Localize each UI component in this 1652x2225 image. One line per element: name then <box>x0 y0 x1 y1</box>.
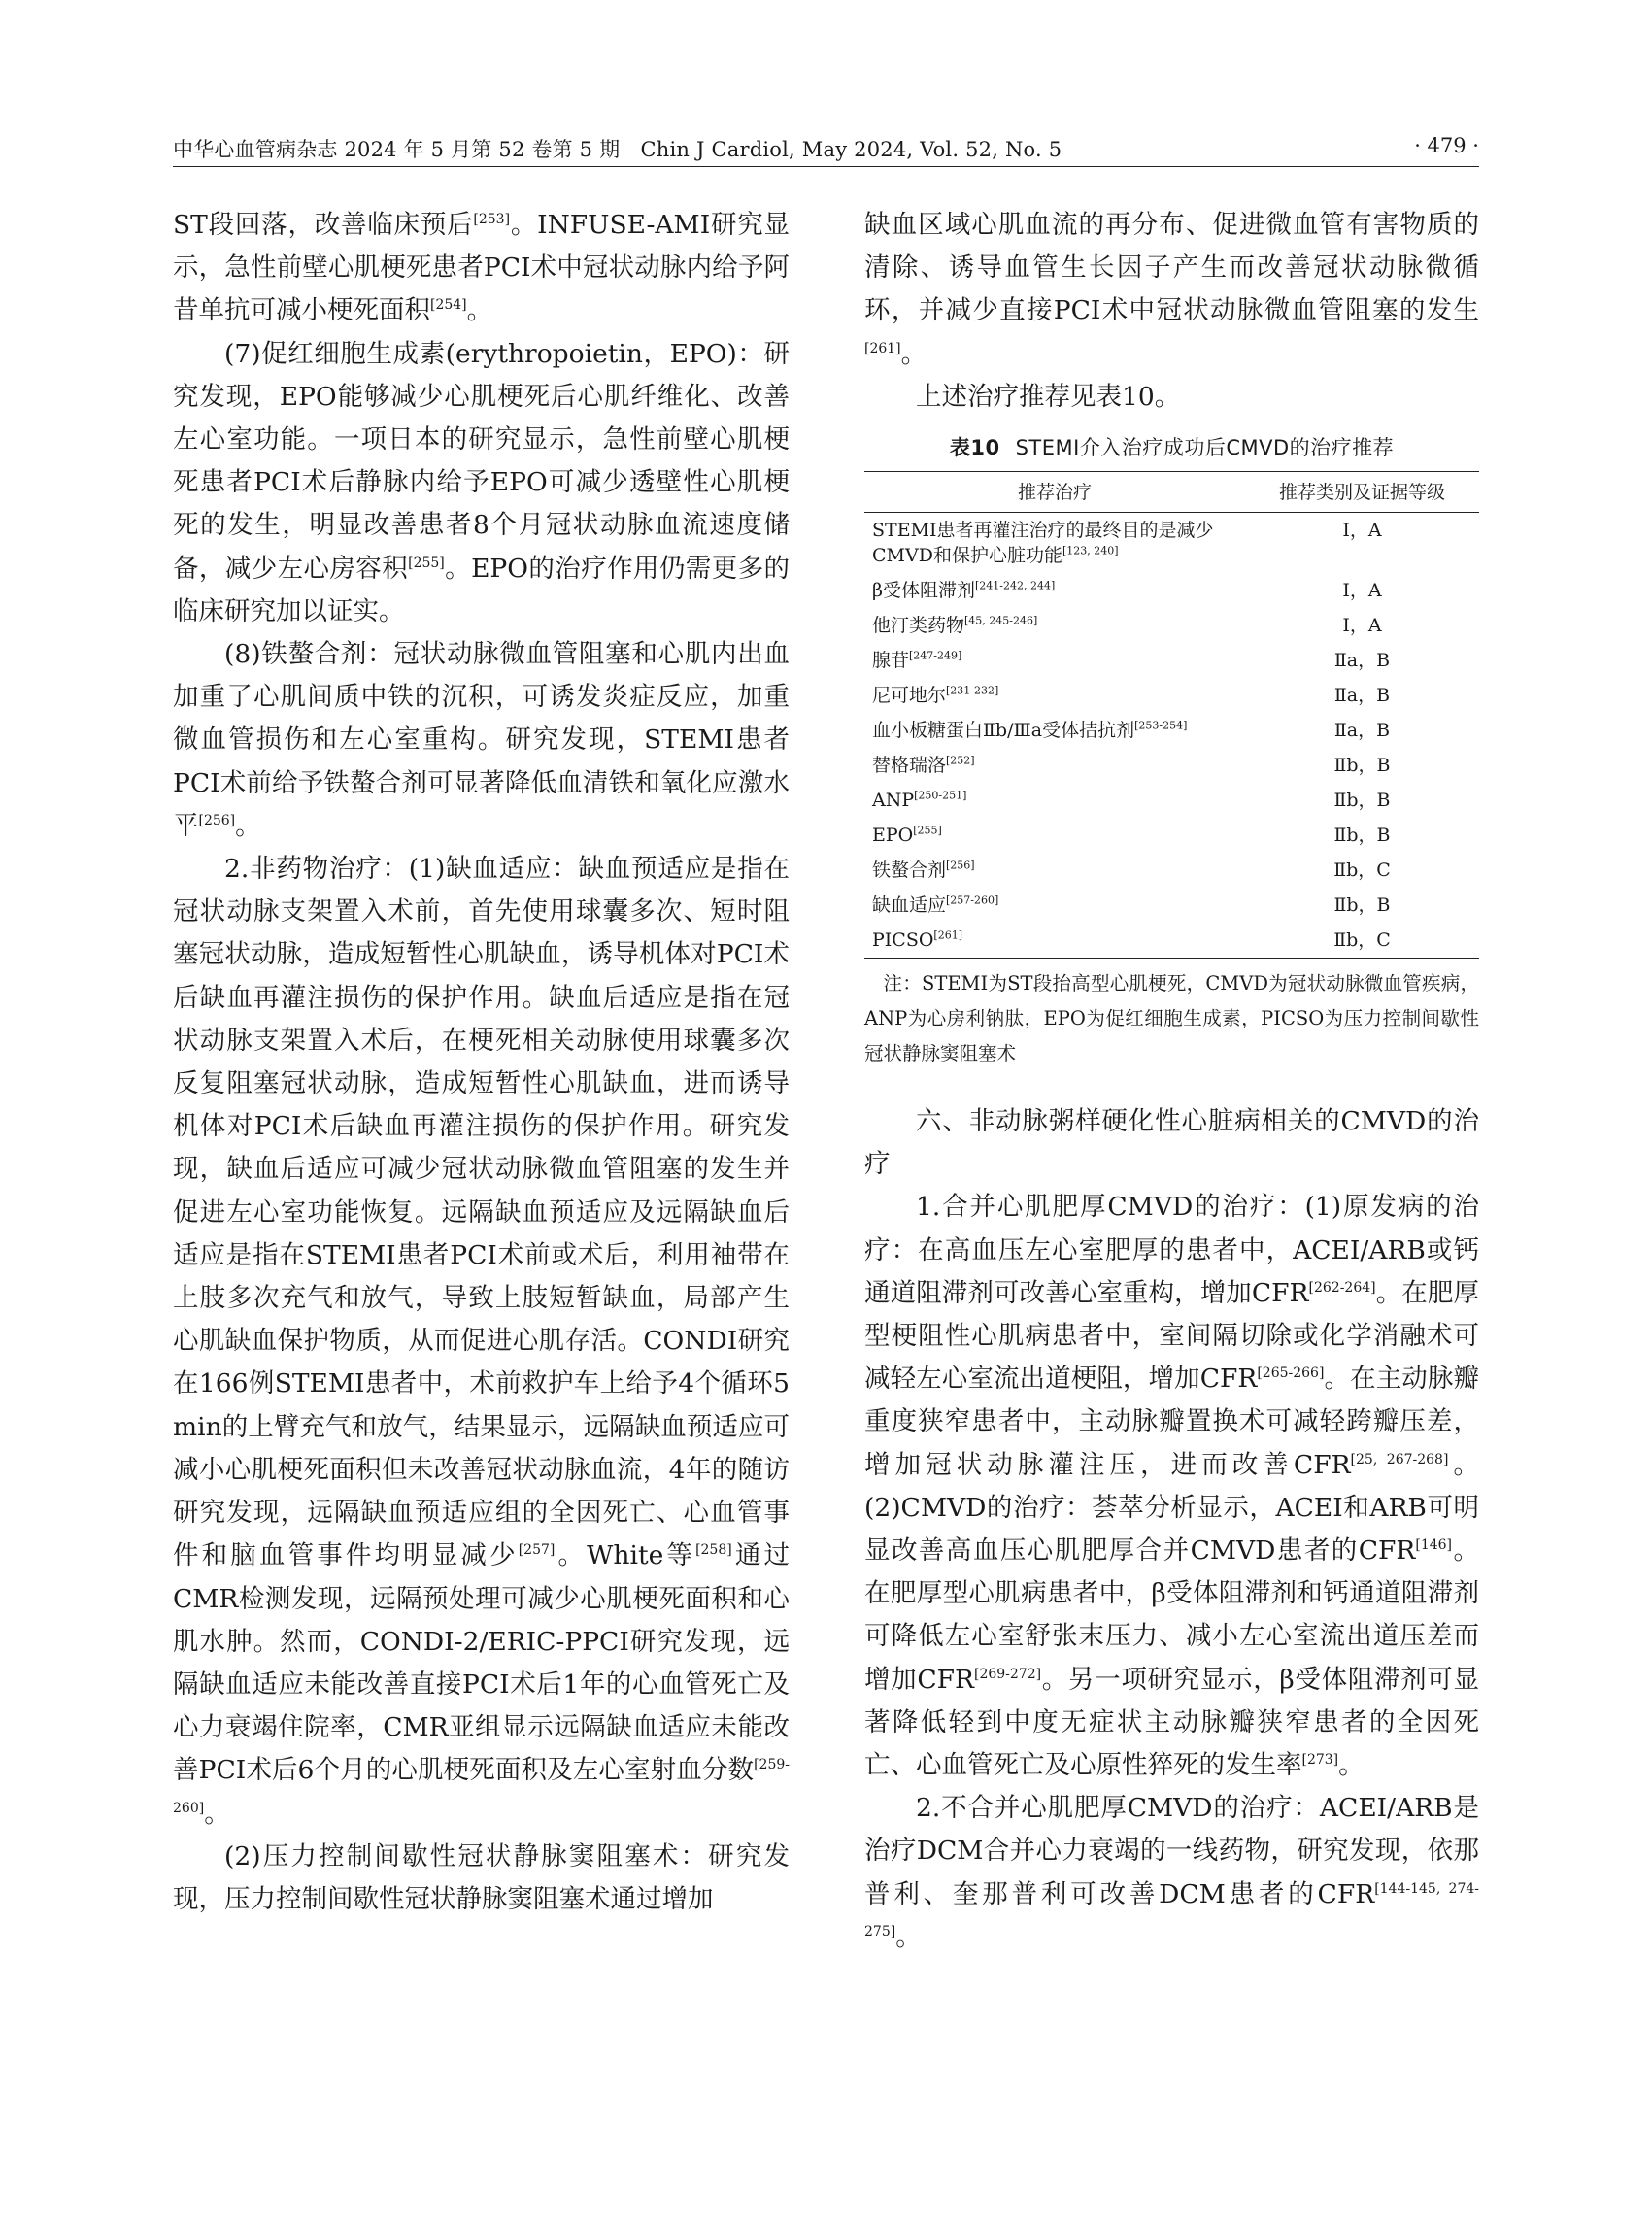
citation: [253] <box>473 212 511 228</box>
header-rule <box>173 166 1479 167</box>
recommendation-level: Ⅱa，B <box>1333 650 1391 672</box>
journal-citation: 中华心血管病杂志 2024 年 5 月第 52 卷第 5 期 Chin J Cardiol, May 2024, Vol. 52, No. 5 <box>173 138 1062 161</box>
table-note: 注：STEMI为ST段抬高型心肌梗死，CMVD为冠状动脉微血管疾病，ANP为心房利钠肽，EPO为促红细胞生成素，PICSO为压力控制间歇性冠状静脉窦阻塞术 <box>864 972 1479 1065</box>
column-header-level: 推荐类别及证据等级 <box>1245 472 1479 513</box>
text: 。 <box>204 1798 230 1829</box>
treatment-name: 替格瑞洛 <box>872 755 947 777</box>
section-heading: 六、非动脉粥样硬化性心脏病相关的CMVD的治疗 <box>864 1106 1479 1180</box>
citation: [262-264] <box>1308 1280 1376 1296</box>
citation: [250-251] <box>914 789 967 802</box>
citation: [231-232] <box>946 684 999 697</box>
text: 。 <box>466 295 493 326</box>
table-header-row <box>864 472 1479 513</box>
text: 。INFUSE-AMI研究显示，急性前壁心肌梗死患者PCI术中冠状动脉内给予阿昔单抗可减小梗死面积 <box>173 210 790 326</box>
text: 2.不合并心肌肥厚CMVD的治疗：ACEI/ARB是治疗DCM合并心力衰竭的一线药物，研究发现，依那普利、奎那普利可改善DCM患者的CFR <box>864 1793 1479 1909</box>
page-number: · 479 · <box>1414 134 1479 157</box>
citation: [258] <box>695 1542 732 1559</box>
citation: [123, 240] <box>1062 544 1119 557</box>
paragraph-non-drug <box>173 848 790 1836</box>
treatment-name: 铁螯合剂 <box>872 860 947 882</box>
citation: [254] <box>430 297 467 314</box>
treatment-cell <box>864 818 1245 853</box>
recommendation-level: Ⅰ，A <box>1342 615 1382 637</box>
table-title: STEMI介入治疗成功后CMVD的治疗推荐 <box>1015 436 1395 460</box>
treatment-name: EPO <box>872 825 914 847</box>
treatment-cell <box>864 783 1245 818</box>
text: 。在主动脉瓣重度狭窄患者中，主动脉瓣置换术可减轻跨瓣压差，增加冠状动脉灌注压，进而改善CFR <box>864 1364 1479 1480</box>
treatment-name: 腺苷 <box>872 650 910 672</box>
citation: [144-145, 274-275] <box>864 1880 1479 1940</box>
left-column <box>173 204 790 1921</box>
text: 。 <box>1338 1750 1365 1781</box>
table-row <box>864 643 1479 678</box>
citation: [25, 267-268] <box>1350 1451 1449 1467</box>
citation: [259-260] <box>173 1757 790 1816</box>
recommendation-level: Ⅰ，A <box>1342 520 1382 542</box>
recommendation-level: Ⅱb，B <box>1333 790 1391 812</box>
citation: [257-260] <box>946 893 999 907</box>
citation: [269-272] <box>973 1666 1042 1682</box>
treatment-cell <box>864 888 1245 923</box>
recommendation-level: Ⅱb，C <box>1245 923 1479 959</box>
paragraph-hypertrophy <box>864 1186 1479 1787</box>
citation: [256] <box>946 859 975 872</box>
citation: [261] <box>864 340 901 356</box>
text: 。White等 <box>555 1540 696 1571</box>
citation: [273] <box>1301 1752 1339 1769</box>
table-row <box>864 888 1479 923</box>
treatment-cell <box>864 923 1245 959</box>
treatment-name: 尼可地尔 <box>872 685 947 707</box>
paragraph-table-ref <box>864 376 1479 419</box>
citation: [253-254] <box>1134 719 1188 732</box>
recommendation-level: Ⅰ，A <box>1342 580 1382 602</box>
treatment-cell <box>864 573 1245 608</box>
text: 。另一项研究显示，β受体阻滞剂可显著降低轻到中度无症状主动脉瓣狭窄患者的全因死亡、心血管死亡及心原性猝死的发生率 <box>864 1664 1479 1781</box>
table-row <box>864 678 1479 713</box>
citation: [256] <box>198 813 236 829</box>
citation: [247-249] <box>909 649 962 662</box>
table-row <box>864 853 1479 888</box>
citation: [255] <box>408 555 445 571</box>
table-body <box>864 513 1479 959</box>
treatment-cell <box>864 608 1245 643</box>
right-column <box>864 204 1479 1959</box>
recommendation-level: Ⅱb，C <box>1333 860 1391 882</box>
treatment-cell <box>864 713 1245 748</box>
treatment-name: β受体阻滞剂 <box>872 580 975 602</box>
treatment-cell <box>864 643 1245 678</box>
table-row <box>864 783 1479 818</box>
text: 。 <box>895 1921 922 1952</box>
table-row <box>864 748 1479 783</box>
text: 。(2)CMVD的治疗：荟萃分析显示，ACEI和ARB可明显改善高血压心肌肥厚合并CMVD患者的CFR <box>864 1449 1480 1567</box>
table-row <box>864 513 1479 574</box>
text: (7)促红细胞生成素(erythropoietin，EPO)：研究发现，EPO能够减少心肌梗死后心肌纤维化、改善左心室功能。一项日本的研究显示，急性前壁心肌梗死患者PCI术后静脉内给予EPO可减少透壁性心肌梗死的发生，明显改善患者8个月冠状动脉血流速度储备，减少左心房容积 <box>173 338 790 584</box>
recommendation-level: Ⅱb，B <box>1333 825 1391 847</box>
citation: [255] <box>913 824 942 837</box>
treatment-cell <box>864 748 1245 783</box>
text: 。EPO的治疗作用仍需更多的临床研究加以证实。 <box>173 553 791 626</box>
paragraph <box>864 204 1479 376</box>
paragraph <box>173 204 790 333</box>
text: 通过CMR检测发现，远隔预处理可减少心肌梗死面积和心肌水肿。然而，CONDI-2/ERIC-PPCI研究发现，远隔缺血适应未能改善直接PCI术后1年的心血管死亡及心力衰竭住院率，CMR亚组显示远隔缺血适应未能改善PCI术后6个月的心肌梗死面积及左心室射血分数 <box>173 1540 791 1786</box>
citation: [257] <box>518 1542 556 1559</box>
treatment-cell <box>864 853 1245 888</box>
text: (8)铁螯合剂：冠状动脉微血管阻塞和心肌内出血加重了心肌间质中铁的沉积，可诱发炎症反应，加重微血管损伤和左心室重构。研究发现，STEMI患者PCI术前给予铁螯合剂可显著降低血清铁和氧化应激水平 <box>173 639 790 841</box>
citation: [252] <box>946 754 975 767</box>
text: 。在肥厚型心肌病患者中，β受体阻滞剂和钙通道阻滞剂可降低左心室舒张末压力、减小左心室流出道压差而增加CFR <box>864 1535 1479 1695</box>
table-row <box>864 608 1479 643</box>
treatment-name: PICSO <box>872 929 934 952</box>
table-row <box>864 923 1479 959</box>
running-header <box>173 134 1479 163</box>
paragraph-iron-chelator <box>173 633 790 848</box>
citation: [146] <box>1415 1537 1453 1554</box>
text: 1.合并心肌肥厚CMVD的治疗：(1)原发病的治疗：在高血压左心室肥厚的患者中，ACEI/ARB或钙通道阻滞剂可改善心室重构，增加CFR <box>864 1192 1479 1308</box>
text: 缺血区域心肌血流的再分布、促进微血管有害物质的清除、诱导血管生长因子产生而改善冠状动脉微循环，并减少直接PCI术中冠状动脉微血管阻塞的发生 <box>864 210 1479 326</box>
recommendation-level: Ⅱb，B <box>1333 755 1391 777</box>
table-number: 表10 <box>949 436 1000 460</box>
text: 上述治疗推荐见表10。 <box>916 381 1181 412</box>
treatment-name: 缺血适应 <box>872 894 947 917</box>
paragraph-no-hypertrophy <box>864 1787 1479 1959</box>
text: ST段回落，改善临床预后 <box>173 210 474 240</box>
text: (2)压力控制间歇性冠状静脉窦阻塞术：研究发现，压力控制间歇性冠状静脉窦阻塞术通过增加 <box>173 1840 790 1914</box>
text: 。 <box>235 810 261 841</box>
table-row <box>864 573 1479 608</box>
table-caption <box>864 432 1479 461</box>
treatment-name: 他汀类药物 <box>872 615 965 637</box>
treatment-name: ANP <box>872 790 915 812</box>
recommendation-level: Ⅱa，B <box>1333 685 1391 707</box>
citation: [265-266] <box>1257 1365 1325 1382</box>
recommendation-table <box>864 471 1479 959</box>
treatment-name: 血小板糖蛋白Ⅱb/Ⅲa受体拮抗剂 <box>872 720 1135 742</box>
treatment-name: STEMI患者再灌注治疗的最终目的是减少CMVD和保护心脏功能 <box>872 520 1214 567</box>
treatment-cell <box>864 678 1245 713</box>
text: 2.非药物治疗：(1)缺血适应：缺血预适应是指在冠状动脉支架置入术前，首先使用球囊多次、短时阻塞冠状动脉，造成短暂性心肌缺血，诱导机体对PCI术后缺血再灌注损伤的保护作用。缺血后适应是指在冠状动脉支架置入术后，在梗死相关动脉使用球囊多次反复阻塞冠状动脉，造成短暂性心肌缺血，进而诱导机体对PCI术后缺血再灌注损伤的保护作用。研究发现，缺血后适应可减少冠状动脉微血管阻塞的发生并促进左心室功能恢复。远隔缺血预适应及远隔缺血后适应是指在STEMI患者PCI术前或术后，利用袖带在上肢多次充气和放气，导致上肢短暂缺血，局部产生心肌缺血保护物质，从而促进心肌存活。CONDI研究在166例STEMI患者中，术前救护车上给予4个循环5 min的上臂充气和放气，结果显示，远隔缺血预适应可减小心肌梗死面积但未改善冠状动脉血流，4年的随访研究发现，远隔缺血预适应组的全因死亡、心血管事件和脑血管事件均明显减少 <box>173 854 790 1571</box>
column-header-treatment: 推荐治疗 <box>864 472 1245 513</box>
paragraph-picso <box>173 1836 790 1921</box>
table-row <box>864 818 1479 853</box>
recommendation-level: Ⅱb，B <box>1333 894 1391 917</box>
citation: [241-242, 244] <box>975 579 1056 592</box>
text: 。 <box>900 338 927 369</box>
treatment-cell <box>864 513 1245 574</box>
citation: [261] <box>933 928 963 942</box>
paragraph-epo <box>173 333 790 633</box>
citation: [45, 245-246] <box>964 614 1038 627</box>
table-row <box>864 713 1479 748</box>
text: 。在肥厚型梗阻性心肌病患者中，室间隔切除或化学消融术可减轻左心室流出道梗阻，增加CFR <box>864 1277 1479 1395</box>
recommendation-level: Ⅱa，B <box>1333 720 1391 742</box>
